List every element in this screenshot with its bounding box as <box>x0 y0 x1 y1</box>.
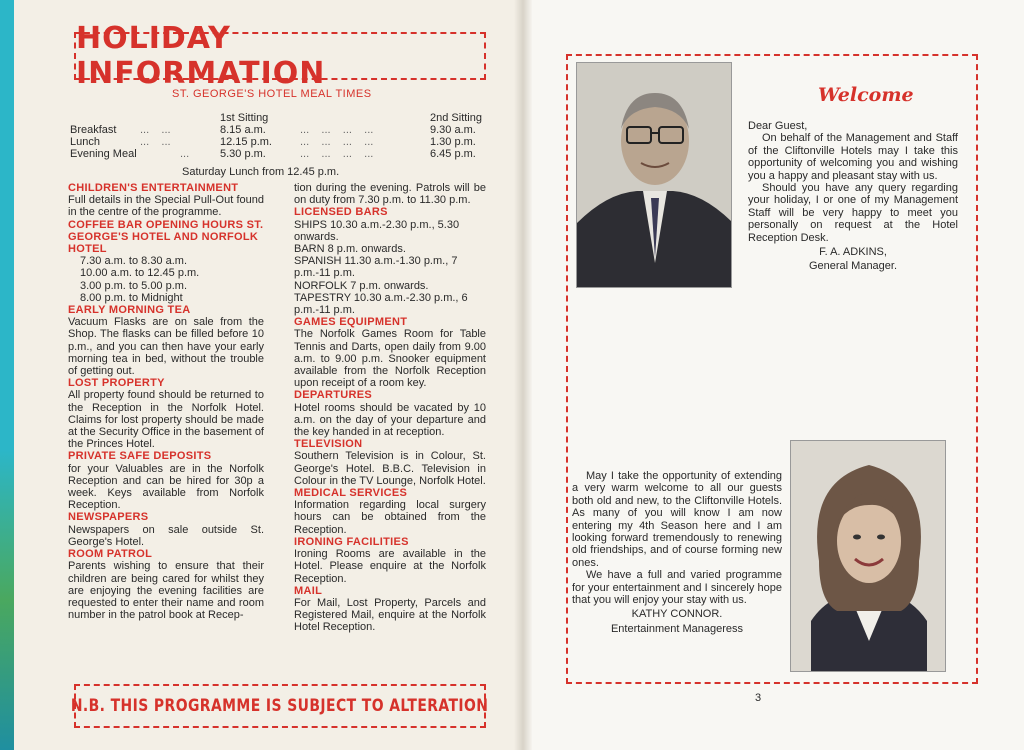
coffee-time: 8.00 p.m. to Midnight <box>80 291 183 304</box>
bar-entry: SPANISH 11.30 a.m.-1.30 p.m., 7 p.m.-11 p.m. <box>294 255 458 280</box>
alteration-notice: N.B. THIS PROGRAMME IS SUBJECT TO ALTERATION <box>71 696 489 716</box>
meal-label: Breakfast <box>70 124 117 136</box>
dot-leader: ... <box>180 148 190 160</box>
letter-salutation: Dear Guest, <box>748 120 808 132</box>
bar-entry: SHIPS 10.30 a.m.-2.30 p.m., 5.30 onwards. <box>294 218 460 243</box>
page-title-box <box>74 21 486 91</box>
info-column-right <box>294 182 486 634</box>
coffee-time: 7.30 a.m. to 8.30 a.m. <box>80 255 188 268</box>
manager-letter <box>748 120 958 273</box>
section-heading: PRIVATE SAFE DEPOSITS <box>68 450 212 463</box>
meal-first-time: 12.15 p.m. <box>220 136 272 148</box>
bar-entry: TAPESTRY 10.30 a.m.-2.30 p.m., 6 p.m.-11 p.m. <box>294 291 468 317</box>
notice-box <box>71 684 489 728</box>
page-number: 3 <box>755 692 762 704</box>
section-text: Newspapers on sale outside St. George's Hotel. <box>68 523 264 548</box>
letter-paragraph: Should you have any query regarding your holiday, I or one of my Management Staff will be very happy to meet you personally on request at the Hotel Reception Desk. <box>748 182 958 244</box>
meal-second-time: 6.45 p.m. <box>430 148 476 160</box>
section-text: Vacuum Flasks are on sale from the Shop. The flasks can be filled before 10 p.m., and you can then have your early morning tea in bed, without the trouble of getting out. <box>68 316 264 378</box>
meal-second-time: 1.30 p.m. <box>430 136 476 148</box>
first-sitting-header: 1st Sitting <box>220 112 269 124</box>
meal-first-time: 5.30 p.m. <box>220 148 266 160</box>
dot-leader: ... ... ... ... <box>300 124 374 136</box>
meal-row <box>70 124 490 136</box>
section-heading: EARLY MORNING TEA <box>68 304 191 317</box>
signature-title: General Manager. <box>808 260 898 273</box>
section-text: Hotel rooms should be vacated by 10 a.m. on the day of your departure and the key handed in at reception. <box>294 401 486 439</box>
section-text: Parents wishing to ensure that their children are being cared for whilst they are enjoying the evening facilities are requested to enter their name and room number in the patrol book at Recep- <box>68 560 264 622</box>
bar-entry: BARN 8 p.m. onwards. <box>294 243 406 256</box>
dot-leader: ... ... <box>140 136 171 148</box>
signature-title: Entertainment Manageress <box>610 622 744 635</box>
section-text: tion during the evening. Patrols will be on duty from 7.30 p.m. to 11.30 p.m. <box>294 182 486 207</box>
meal-times-heading: ST. GEORGE'S HOTEL MEAL TIMES <box>172 88 372 100</box>
letter-paragraph: We have a full and varied programme for your entertainment and I sincerely hope that you will enjoy your stay with us. <box>572 569 782 607</box>
section-heading: ROOM PATROL <box>68 548 153 561</box>
section-heading: DEPARTURES <box>294 389 372 402</box>
section-heading: MAIL <box>294 584 323 597</box>
info-column-left <box>68 182 264 621</box>
section-text: for your Valuables are in the Norfolk Reception and can be hired for 30p a week. Keys available from Norfolk Reception. <box>68 462 264 512</box>
meal-label: Lunch <box>70 136 100 148</box>
section-text: For Mail, Lost Property, Parcels and Registered Mail, enquire at the Norfolk Hotel Reception. <box>294 596 486 634</box>
letter-paragraph: On behalf of the Management and Staff of the Cliftonville Hotels may I take this opportunity of welcoming you and wishing you a happy and pleasant stay with us. <box>748 132 958 182</box>
meal-times-table <box>70 112 490 160</box>
letter-paragraph: May I take the opportunity of extending a very warm welcome to all our guests both old and new, to the Cliftonville Hotels. As many of you will know I am now entering my 4th Season here and I am looking forward tremendously to renewing old friendships, and of course forming new ones. <box>572 470 782 569</box>
meal-label: Evening Meal <box>70 148 137 160</box>
page-title: HOLIDAY INFORMATION <box>76 21 326 91</box>
cover-edge <box>0 0 14 750</box>
section-heading: GAMES EQUIPMENT <box>294 316 408 329</box>
section-heading: LOST PROPERTY <box>68 377 165 390</box>
section-text: Information regarding local surgery hours can be obtained from the Reception. <box>294 499 486 536</box>
manageress-portrait-icon <box>791 441 946 672</box>
section-text: The Norfolk Games Room for Table Tennis and Darts, open daily from 9.00 a.m. to 9.00 p.m. Snooker equipment available from the Norfolk Reception upon receipt of a room key. <box>294 328 486 390</box>
manager-photo <box>576 62 732 288</box>
section-text: Southern Television is in Colour, St. George's Hotel. B.B.C. Television in Colour in the TV Lounge, Norfolk Hotel. <box>294 450 486 487</box>
meal-second-time: 9.30 a.m. <box>430 124 476 136</box>
section-heading: COFFEE BAR OPENING HOURS ST. GEORGE'S HOTEL AND NORFOLK HOTEL <box>68 218 264 256</box>
meal-first-time: 8.15 a.m. <box>220 124 266 136</box>
saturday-lunch-note: Saturday Lunch from 12.45 p.m. <box>182 166 340 178</box>
second-sitting-header: 2nd Sitting <box>430 112 482 124</box>
dot-leader: ... ... ... ... <box>300 136 374 148</box>
page-gutter <box>514 0 532 750</box>
bar-entry: NORFOLK 7 p.m. onwards. <box>294 279 429 292</box>
manager-portrait-icon <box>577 63 732 288</box>
section-text: All property found should be returned to the Reception in the Norfolk Hotel. Claims for lost property should be made at the Security Office in the basement of the Princes Hotel. <box>68 389 264 451</box>
welcome-heading: Welcome <box>818 84 914 106</box>
section-heading: IRONING FACILITIES <box>294 535 409 548</box>
meal-row <box>70 136 490 148</box>
signature-name: KATHY CONNOR. <box>631 608 723 621</box>
section-heading: MEDICAL SERVICES <box>294 487 408 500</box>
coffee-time: 10.00 a.m. to 12.45 p.m. <box>80 267 200 280</box>
signature-name: F. A. ADKINS, <box>819 246 887 259</box>
section-heading: TELEVISION <box>294 438 363 451</box>
section-heading: LICENSED BARS <box>294 206 388 219</box>
meal-row <box>70 148 490 160</box>
section-text: Full details in the Special Pull-Out found in the centre of the programme. <box>68 194 264 219</box>
dot-leader: ... ... <box>140 124 171 136</box>
section-heading: NEWSPAPERS <box>68 511 149 524</box>
manageress-photo <box>790 440 946 672</box>
coffee-time: 3.00 p.m. to 5.00 p.m. <box>80 279 188 292</box>
section-heading: CHILDREN'S ENTERTAINMENT <box>68 182 239 194</box>
section-text: Ironing Rooms are available in the Hotel. Please enquire at the Norfolk Reception. <box>294 548 486 585</box>
dot-leader: ... ... ... ... <box>300 148 374 160</box>
manageress-letter <box>572 470 782 635</box>
